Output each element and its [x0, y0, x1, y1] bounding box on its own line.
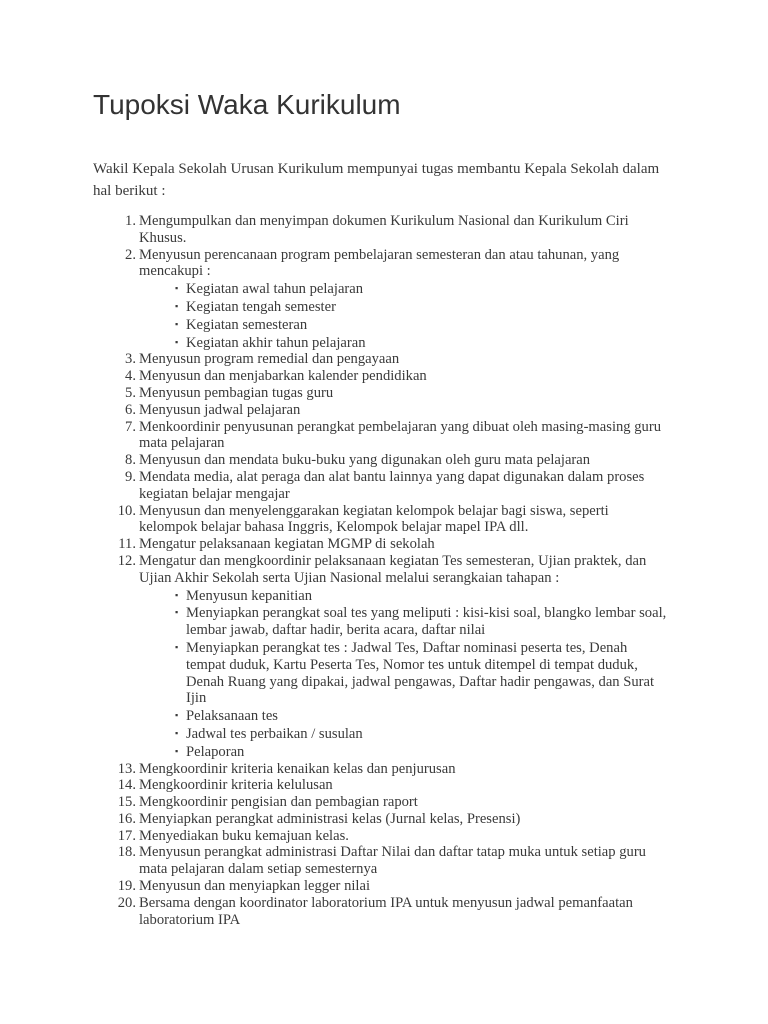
- list-item: [0, 844, 669, 878]
- list-item: [0, 419, 669, 453]
- square-bullet-icon: ▪: [175, 283, 179, 294]
- list-item-text: Mengatur pelaksanaan kegiatan MGMP di sekolah: [139, 536, 435, 553]
- square-bullet-icon: ▪: [175, 318, 179, 329]
- sub-list-item: [139, 743, 669, 761]
- square-bullet-icon: ▪: [175, 710, 179, 721]
- list-item: [0, 828, 669, 845]
- list-item-number: 17.: [117, 827, 136, 844]
- list-item: [0, 878, 669, 895]
- list-item: [0, 536, 669, 553]
- list-item-text: Menyusun pembagian tugas guru: [139, 384, 334, 401]
- square-bullet-icon: ▪: [175, 589, 179, 600]
- square-bullet-icon: ▪: [175, 300, 179, 311]
- list-item-number: 12.: [117, 552, 136, 569]
- list-item-number: 7.: [125, 418, 136, 435]
- list-item: [0, 811, 669, 828]
- task-list: [0, 213, 768, 928]
- list-item-number: 15.: [117, 794, 136, 811]
- square-bullet-icon: ▪: [175, 336, 179, 347]
- list-item-text: Menyusun dan mendata buku-buku yang digunakan oleh guru mata pelajaran: [139, 452, 591, 469]
- list-item-number: 2.: [125, 246, 136, 263]
- list-item: [0, 777, 669, 794]
- sub-list-item: [139, 725, 669, 743]
- sub-list-item-text: Jadwal tes perbaikan / susulan: [186, 725, 363, 742]
- list-item-number: 6.: [125, 401, 136, 418]
- sub-list-item: [139, 334, 669, 352]
- sub-list-item: [139, 280, 669, 298]
- list-item-text: Menkoordinir penyusunan perangkat pembelajaran yang dibuat oleh masing-masing guru mata pelajaran: [139, 418, 661, 452]
- list-item: [0, 794, 669, 811]
- list-item-text: Menyusun dan menyiapkan legger nilai: [139, 878, 371, 895]
- list-item-number: 8.: [125, 452, 136, 469]
- list-item: [0, 895, 669, 929]
- list-item-number: 4.: [125, 368, 136, 385]
- sub-list-item-text: Kegiatan awal tahun pelajaran: [186, 281, 364, 298]
- list-item-text: Mengkoordinir kriteria kenaikan kelas dan penjurusan: [139, 760, 456, 777]
- list-item: [0, 761, 669, 778]
- square-bullet-icon: ▪: [175, 607, 179, 618]
- list-item-text: Menyusun program remedial dan pengayaan: [139, 351, 400, 368]
- list-item-text: Mengumpulkan dan menyimpan dokumen Kurikulum Nasional dan Kurikulum Ciri Khusus.: [139, 213, 629, 246]
- list-item-text: Bersama dengan koordinator laboratorium IPA untuk menyusun jadwal pemanfaatan laboratorium IPA: [139, 894, 633, 928]
- list-item-number: 11.: [118, 536, 136, 553]
- list-item-text: Menyusun dan menyelenggarakan kegiatan kelompok belajar bagi siswa, seperti kelompok belajar bahasa Inggris, Kelompok belajar mapel IPA dll.: [139, 502, 609, 536]
- list-item-text: Mendata media, alat peraga dan alat bantu lainnya yang dapat digunakan dalam proses kegiatan belajar mengajar: [139, 468, 645, 502]
- list-item-text: Mengkoordinir pengisian dan pembagian raport: [139, 794, 418, 811]
- list-item-text: Menyediakan buku kemajuan kelas.: [139, 827, 349, 844]
- sub-list-item-text: Kegiatan semesteran: [186, 316, 308, 333]
- list-item: [0, 553, 669, 761]
- list-item-text: Menyusun jadwal pelajaran: [139, 401, 301, 418]
- page-title: Tupoksi Waka Kurikulum: [93, 89, 401, 120]
- sub-list-item: [139, 587, 669, 605]
- list-item-number: 14.: [117, 777, 136, 794]
- sub-list: [139, 280, 669, 351]
- list-item: [0, 247, 669, 352]
- list-item: [0, 402, 669, 419]
- list-item-text: Menyusun perencanaan program pembelajaran semesteran dan atau tahunan, yang mencakupi :: [139, 246, 620, 280]
- list-item-number: 13.: [117, 760, 136, 777]
- square-bullet-icon: ▪: [175, 745, 179, 756]
- list-item-number: 10.: [117, 502, 136, 519]
- list-item: [0, 351, 669, 368]
- sub-list-item: [139, 707, 669, 725]
- sub-list-item: [139, 298, 669, 316]
- list-item-number: 5.: [125, 384, 136, 401]
- sub-list-item-text: Menyiapkan perangkat soal tes yang meliputi : kisi-kisi soal, blangko lembar soal, lembar jawab, daftar hadir, berita acara, daftar nilai: [186, 605, 667, 639]
- sub-list-item: [139, 604, 669, 639]
- list-item: [0, 452, 669, 469]
- list-item-text: Menyiapkan perangkat administrasi kelas (Jurnal kelas, Presensi): [139, 810, 521, 827]
- square-bullet-icon: ▪: [175, 641, 179, 652]
- list-item-text: Menyusun perangkat administrasi Daftar Nilai dan daftar tatap muka untuk setiap guru mata pelajaran dalam setiap semesternya: [139, 844, 646, 878]
- sub-list-item-text: Pelaporan: [186, 743, 245, 760]
- sub-list-item-text: Menyusun kepanitian: [186, 587, 313, 604]
- list-item-number: 3.: [125, 351, 136, 368]
- list-item-number: 1.: [125, 213, 136, 229]
- list-item-text: Mengkoordinir kriteria kelulusan: [139, 777, 333, 794]
- sub-list-item: [139, 639, 669, 707]
- list-item-number: 16.: [117, 810, 136, 827]
- list-item-number: 20.: [117, 894, 136, 911]
- list-item-number: 9.: [125, 468, 136, 485]
- list-item-number: 18.: [117, 844, 136, 861]
- sub-list-item-text: Pelaksanaan tes: [186, 708, 278, 725]
- sub-list-item: [139, 316, 669, 334]
- list-item: [0, 213, 669, 247]
- sub-list-item-text: Menyiapkan perangkat tes : Jadwal Tes, Daftar nominasi peserta tes, Denah tempat duduk, Kartu Peserta Tes, Nomor tes untuk ditempel di tempat duduk, Denah Ruang yang dipakai, jadwal pengawas, Daftar hadir pengawas, dan Surat Ijin: [186, 639, 655, 707]
- list-item: [0, 368, 669, 385]
- square-bullet-icon: ▪: [175, 727, 179, 738]
- list-item-text: Mengatur dan mengkoordinir pelaksanaan kegiatan Tes semesteran, Ujian praktek, dan Ujian Akhir Sekolah serta Ujian Nasional melalui serangkaian tahapan :: [139, 552, 647, 586]
- sub-list-item-text: Kegiatan tengah semester: [186, 298, 336, 315]
- list-item-text: Menyusun dan menjabarkan kalender pendidikan: [139, 368, 427, 385]
- list-item: [0, 503, 669, 537]
- sub-list: [139, 587, 669, 761]
- list-item: [0, 385, 669, 402]
- intro-paragraph: Wakil Kepala Sekolah Urusan Kurikulum mempunyai tugas membantu Kepala Sekolah dalam hal berikut :: [93, 161, 660, 199]
- sub-list-item-text: Kegiatan akhir tahun pelajaran: [186, 334, 366, 351]
- list-item: [0, 469, 669, 503]
- list-item-number: 19.: [117, 878, 136, 895]
